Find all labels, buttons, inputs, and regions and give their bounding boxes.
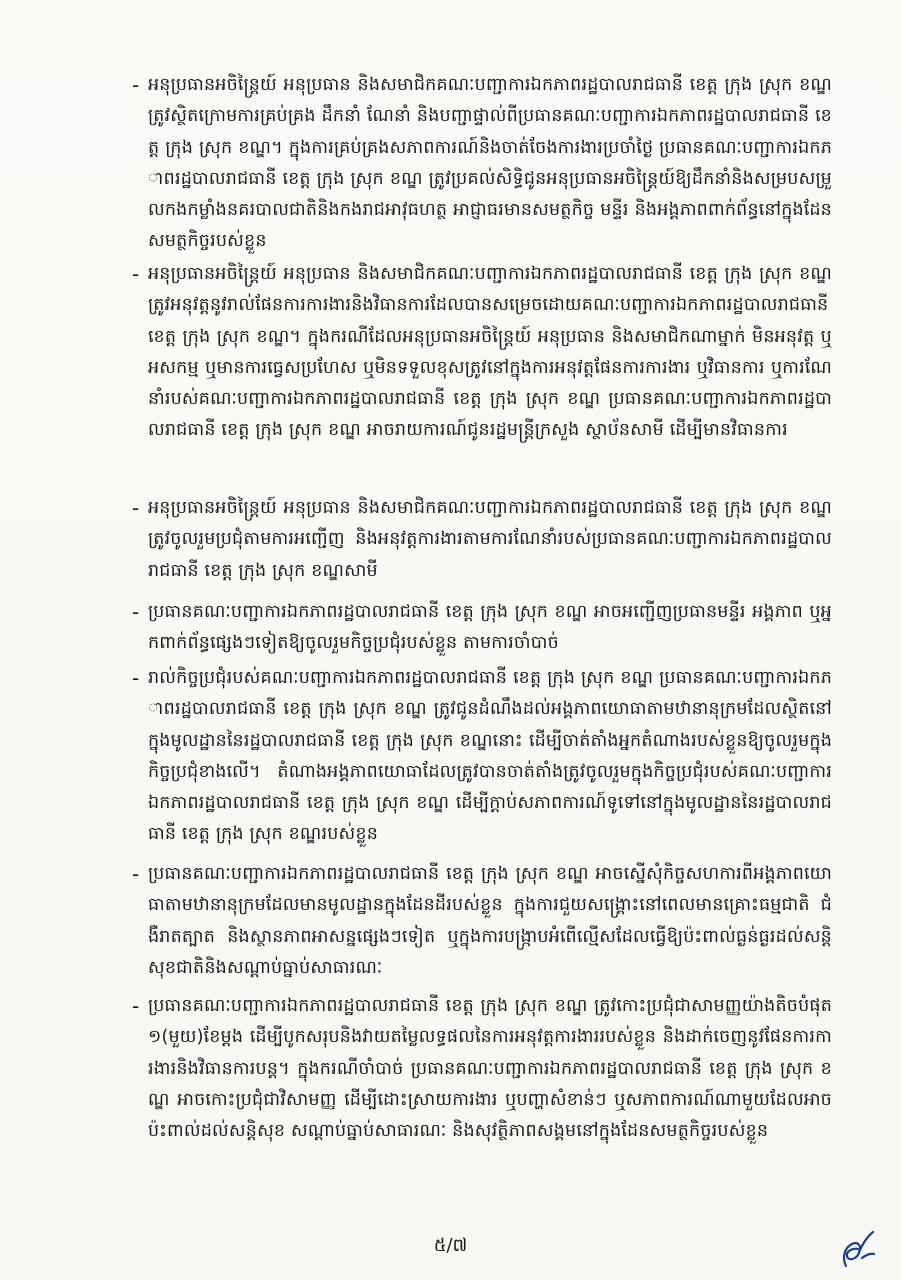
list-item-text: អនុប្រធានអចិន្ត្រៃយ៍ អនុប្រធាន និងសមាជិកគណៈបញ្ជាការឯកភាពរដ្ឋបាលរាជធានី ខេត្ត ក្រុង ស្រុក ខណ្ឌ ត្រូវចូលរួមប្រជុំតាមការអញ្ជើញ និងអនុវត្តការងារតាមការណែនាំរបស់ប្រធានគណៈបញ្ជាការឯកភាពរដ្ឋបាលរាជធានី ខេត្ត ក្រុង ស្រុក ខណ្ឌសាមី [148, 498, 832, 581]
signature-initials [837, 1228, 877, 1272]
bullet-dash: - [132, 496, 140, 520]
page-number: ៥/៧ [433, 1235, 468, 1256]
document-body [132, 70, 832, 1189]
list-item [132, 259, 832, 493]
list-item [132, 493, 832, 597]
list-item-text: ប្រធានគណៈបញ្ជាការឯកភាពរដ្ឋបាលរាជធានី ខេត្ត ក្រុង ស្រុក ខណ្ឌ អាចស្នើសុំកិច្ចសហការពីអង្គភាពយោធាតាមឋានានុក្រមដែលមានមូលដ្ឋានក្នុងដែនដីរបស់ខ្លួន ក្នុងការជួយសង្គ្រោះនៅពេលមានគ្រោះធម្មជាតិ ជំងឺរាតត្បាត និងស្ថានភាពអាសន្នផ្សេងៗទៀត ឬក្នុងការបង្ក្រាបអំពើល្មើសដែលធ្វើឱ្យប៉ះពាល់ធ្ងន់ធ្ងរដល់សន្តិសុខជាតិនិងសណ្តាប់ធ្នាប់សាធារណៈ [148, 864, 832, 978]
list-item-text: ប្រធានគណៈបញ្ជាការឯកភាពរដ្ឋបាលរាជធានី ខេត្ត ក្រុង ស្រុក ខណ្ឌ អាចអញ្ជើញប្រធានមន្ទីរ អង្គភាព ឬអ្នកពាក់ព័ន្ធផ្សេងៗទៀតឱ្យចូលរួមកិច្ចប្រជុំរបស់ខ្លួន តាមការចាំបាច់ [148, 602, 832, 654]
bullet-dash: - [132, 73, 140, 97]
bullet-dash: - [132, 666, 140, 690]
list-item-text: រាល់កិច្ចប្រជុំរបស់គណៈបញ្ជាការឯកភាពរដ្ឋបាលរាជធានី ខេត្ត ក្រុង ស្រុក ខណ្ឌ ប្រធានគណៈបញ្ជាការឯកភាពរដ្ឋបាលរាជធានី ខេត្ត ក្រុង ស្រុក ខណ្ឌ ត្រូវជូនដំណឹងដល់អង្គភាពយោធាតាមឋានានុក្រមដែលស្ថិតនៅក្នុងមូលដ្ឋាននៃរដ្ឋបាលរាជធានី ខេត្ត ក្រុង ស្រុក ខណ្ឌនោះ ដើម្បីចាត់តាំងអ្នកតំណាងរបស់ខ្លួនឱ្យចូលរួមក្នុងកិច្ចប្រជុំខាងលើ។ តំណាងអង្គភាពយោធាដែលត្រូវបានចាត់តាំងត្រូវចូលរួមក្នុងកិច្ចប្រជុំរបស់គណៈបញ្ជាការឯកភាពរដ្ឋបាលរាជធានី ខេត្ត ក្រុង ស្រុក ខណ្ឌ ដើម្បីក្តាប់សភាពការណ៍ទូទៅនៅក្នុងមូលដ្ឋាននៃរដ្ឋបាលរាជធានី ខេត្ត ក្រុង ស្រុក ខណ្ឌរបស់ខ្លួន [148, 668, 832, 845]
list-item [132, 597, 832, 663]
bullet-dash: - [132, 600, 140, 624]
list-item [132, 663, 832, 859]
list-item-text: អនុប្រធានអចិន្ត្រៃយ៍ អនុប្រធាន និងសមាជិកគណៈបញ្ជាការឯកភាពរដ្ឋបាលរាជធានី ខេត្ត ក្រុង ស្រុក ខណ្ឌ ត្រូវអនុវត្តនូវរាល់ផែនការការងារនិងវិធានការដែលបានសម្រេចដោយគណៈបញ្ជាការឯកភាពរដ្ឋបាលរាជធានី ខេត្ត ក្រុង ស្រុក ខណ្ឌ។ ក្នុងករណីដែលអនុប្រធានអចិន្ត្រៃយ៍ អនុប្រធាន និងសមាជិកណាម្នាក់ មិនអនុវត្ត ឬអសកម្ម ឬមានការធ្វេសប្រហែស ឬមិនទទួលខុសត្រូវនៅក្នុងការអនុវត្តផែនការការងារ ឬវិធានការ ឬការណែនាំរបស់គណៈបញ្ជាការឯកភាពរដ្ឋបាលរាជធានី ខេត្ត ក្រុង ស្រុក ខណ្ឌ ប្រធានគណៈបញ្ជាការឯកភាពរដ្ឋបាលរាជធានី ខេត្ត ក្រុង ស្រុក ខណ្ឌ អាចរាយការណ៍ជូនរដ្ឋមន្ត្រីក្រសួង ស្ថាប័នសាមី ដើម្បីមានវិធានការ [148, 264, 832, 441]
list-item [132, 859, 832, 991]
list-item-text: អនុប្រធានអចិន្ត្រៃយ៍ អនុប្រធាន និងសមាជិកគណៈបញ្ជាការឯកភាពរដ្ឋបាលរាជធានី ខេត្ត ក្រុង ស្រុក ខណ្ឌ ត្រូវស្ថិតក្រោមការគ្រប់គ្រង ដឹកនាំ ណែនាំ និងបញ្ជាផ្ទាល់ពីប្រធានគណៈបញ្ជាការឯកភាពរដ្ឋបាលរាជធានី ខេត្ត ក្រុង ស្រុក ខណ្ឌ។ ក្នុងការគ្រប់គ្រងសភាពការណ៍និងចាត់ចែងការងារប្រចាំថ្ងៃ ប្រធានគណៈបញ្ជាការឯកភាពរដ្ឋបាលរាជធានី ខេត្ត ក្រុង ស្រុក ខណ្ឌ ត្រូវប្រគល់សិទ្ធិជូនអនុប្រធានអចិន្ត្រៃយ៍ឱ្យដឹកនាំនិងសម្របសម្រួលកងកម្លាំងនគរបាលជាតិនិងកងរាជអាវុធហត្ថ អាជ្ញាធរមានសមត្ថកិច្ច មន្ទីរ និងអង្គភាពពាក់ព័ន្ធនៅក្នុងដែនសមត្ថកិច្ចរបស់ខ្លួន [148, 75, 832, 252]
list-item-text: ប្រធានគណៈបញ្ជាការឯកភាពរដ្ឋបាលរាជធានី ខេត្ត ក្រុង ស្រុក ខណ្ឌ ត្រូវកោះប្រជុំជាសាមញ្ញយ៉ាងតិចបំផុត១(មួយ)ខែម្តង ដើម្បីបូកសរុបនិងវាយតម្លៃលទ្ធផលនៃការអនុវត្តការងាររបស់ខ្លួន និងដាក់ចេញនូវផែនការការងារនិងវិធានការបន្ត។ ក្នុងករណីចាំបាច់ ប្រធានគណៈបញ្ជាការឯកភាពរដ្ឋបាលរាជធានី ខេត្ត ក្រុង ស្រុក ខណ្ឌ អាចកោះប្រជុំជាវិសាមញ្ញ ដើម្បីដោះស្រាយការងារ ឬបញ្ហាសំខាន់ៗ ឬសភាពការណ៍ណាមួយដែលអាចប៉ះពាល់ដល់សន្តិសុខ សណ្តាប់ធ្នាប់សាធារណៈ និងសុវត្ថិភាពសង្គមនៅក្នុងដែនសមត្ថកិច្ចរបស់ខ្លួន [148, 996, 832, 1142]
bullet-dash: - [132, 862, 140, 886]
bullet-dash: - [132, 994, 140, 1018]
bullet-dash: - [132, 262, 140, 286]
list-item [132, 70, 832, 259]
list-item [132, 991, 832, 1189]
